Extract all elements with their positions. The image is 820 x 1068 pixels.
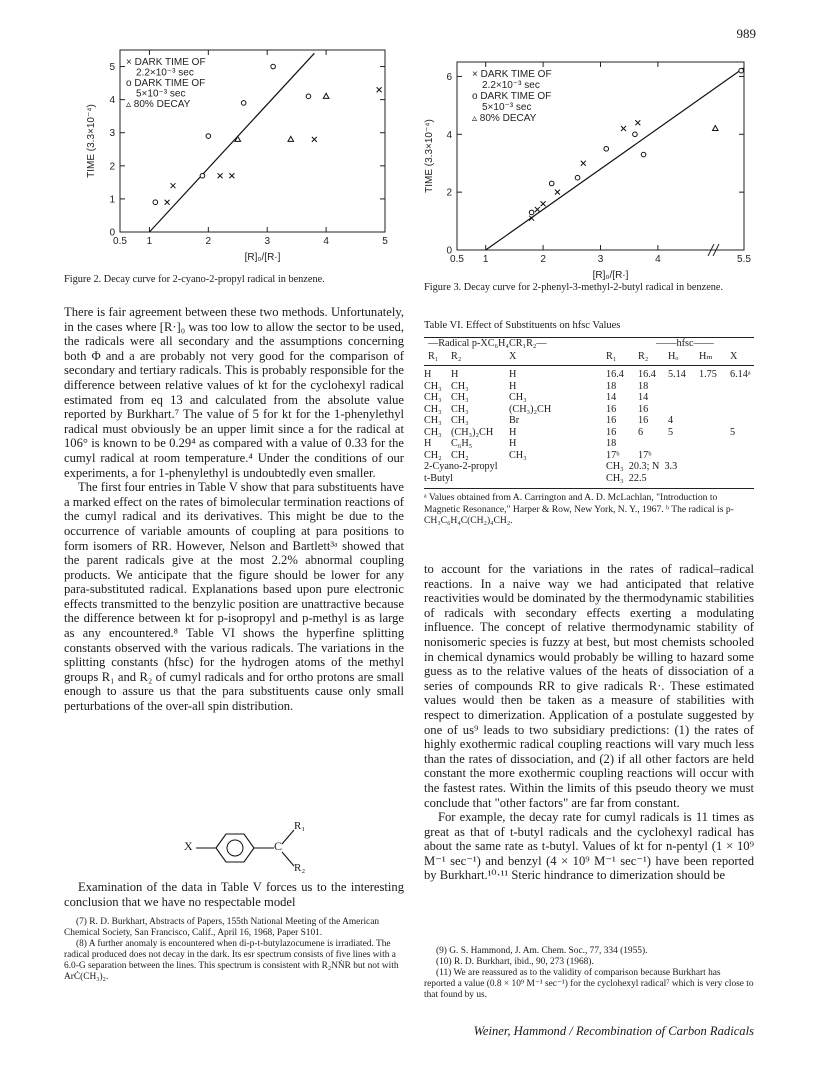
table-cell: CH₂ (451, 449, 469, 461)
table-cell (699, 427, 730, 439)
table-cell: 16.4 (606, 369, 624, 380)
table-row-tbutyl (424, 473, 754, 484)
data-point-o (739, 68, 744, 73)
table-row (424, 415, 754, 427)
group-radical: —Radical p-XC₆H₄CR₁R₂— (428, 338, 547, 349)
group-hfsc-text: hfsc (676, 338, 694, 349)
table-cell: H (424, 438, 432, 449)
table-cell (668, 438, 699, 450)
table-cell (730, 404, 754, 416)
table-cell: 17ᵇ (638, 449, 652, 461)
table-cell: CH₂ (424, 449, 442, 461)
data-point-x (171, 183, 176, 188)
row-label: 2-Cyano-2-propyl (424, 461, 498, 472)
table-cell: CH₃ (451, 415, 469, 426)
footnote-9: (9) G. S. Hammond, J. Am. Chem. Soc., 77, 334 (1955). (436, 946, 648, 956)
y-tick-label: 6 (446, 71, 452, 83)
row-label: t-Butyl (424, 473, 453, 484)
table-6-title-text: Table VI. Effect of Substituents on hfsc Values (424, 320, 621, 331)
table-cell: 18 (606, 380, 617, 392)
running-footer: Weiner, Hammond / Recombination of Carbon Radicals (473, 1024, 754, 1038)
table-header-rule (424, 365, 754, 366)
table-6-footnote: ᵃ Values obtained from A. Carrington and A. D. McLachlan, "Introduction to Magnetic Resonance," Harper & Row, New York, N. Y., 1967. ᵇ The radical is p-CH₃C₆H₄C(CH₂)₄CH₂. (424, 492, 734, 526)
data-point-x (635, 120, 640, 125)
figure-2-caption: Figure 2. Decay curve for 2-cyano-2-propyl radical in benzene. (64, 274, 325, 285)
table-cell: 16.4 (638, 369, 656, 380)
legend-entry: 2.2×10⁻³ sec (136, 67, 194, 79)
x-tick-label: 4 (323, 236, 329, 247)
legend-entry: 5×10⁻³ sec (482, 102, 532, 113)
table-cell: CH₃ (509, 449, 527, 461)
table-row (424, 427, 754, 439)
table-cell: CH₃ (424, 392, 442, 403)
table-cell (699, 450, 730, 462)
table-cell: H (451, 369, 459, 380)
y-tick-label: 2 (109, 161, 115, 173)
table-cell: (CH₃)₂CH (451, 426, 494, 438)
y-tick-label: 3 (109, 128, 115, 140)
table-cell: 16 (606, 426, 617, 438)
data-point-o (549, 181, 554, 186)
x-tick-label: 2 (205, 236, 212, 247)
table-group-headers (424, 338, 754, 350)
table-header-cell: R₂ (451, 351, 462, 362)
y-tick-label: 0 (109, 227, 115, 239)
x-tick-label: 5.5 (737, 254, 751, 265)
structure-r2-label: R₂ (294, 862, 306, 874)
data-point-o (529, 210, 534, 215)
data-point-o (200, 173, 205, 178)
row-values: CH₃ 22.5 (606, 473, 647, 484)
table-row-cyano (424, 461, 754, 472)
footnote-10: (10) R. D. Burkhart, ibid., 90, 273 (1968). (436, 957, 594, 967)
data-point-o (575, 175, 580, 180)
legend-entry: × DARK TIME OF (126, 57, 206, 68)
paragraph: to account for the variations in the rates of radical–radical reactions. In a naive way we had anticipated that relative reactivities would be dominated by the thermodynamic stabilities of radicals with secondary effects exerting a modulating influence. The concept of relative thermodynamic stability of nonisomeric species is fuzzy at best, but most chemists schooled in chemical dynamics would probably be willing to hazard some guess as to the relative values of the heats of dissociation of a series of compounds RR to give radicals R·. These estimated values would then be taken as a measure of stabilities with respect to dimerization. Application of a postulate suggested by one of us⁹ leads to two subsidiary predictions: (1) the rates of highly exothermic radical coupling reactions will vary much less than the rates of dissociation, and (2) if all other factors are held constant the more exothermic coupling reactions will occur with the fastest rates. Within the limits of this pseudo theory we must conclude that "other factors" are far from constant. (424, 562, 754, 810)
structure-c-label: C (274, 839, 283, 853)
table-row (424, 369, 754, 381)
x-tick-label: 2 (540, 254, 546, 265)
table-header-cell: X (509, 351, 517, 362)
table-cell: 5 (668, 426, 674, 438)
cumyl-structure (176, 820, 316, 880)
data-point-x (165, 200, 170, 205)
table-cell (730, 392, 754, 404)
x-tick-label: 3 (264, 236, 271, 247)
left-column-text-2 (64, 880, 404, 909)
table-header-row (424, 351, 754, 363)
group-hfsc: ——hfsc—— (656, 338, 714, 349)
table-cell (699, 404, 730, 416)
x-tick-label: 1 (146, 236, 153, 247)
row-values: CH₃ 20.3; N 3.3 (606, 461, 678, 472)
left-column-text (64, 305, 404, 714)
table-cell: 14 (638, 392, 649, 403)
structure-r1-label: R₁ (294, 820, 306, 832)
legend-entry: × DARK TIME OF (472, 69, 552, 80)
legend-entry: o DARK TIME OF (472, 91, 552, 102)
legend-entry: ▵ 80% DECAY (472, 113, 537, 124)
table-header-cell: R₂ (638, 351, 649, 362)
table-cell (668, 450, 699, 462)
x-tick-label: 0.5 (450, 254, 464, 265)
x-tick-label: 4 (655, 254, 661, 265)
data-point-x (555, 190, 560, 195)
data-point-o (633, 132, 638, 137)
left-footnotes (64, 917, 404, 983)
y-axis-label: TIME (3.3×10⁻⁴) (424, 119, 435, 193)
data-point-triangle (323, 93, 329, 98)
legend-entry: ▵ 80% DECAY (126, 99, 191, 110)
data-point-o (153, 200, 158, 205)
table-cell: 6 (638, 426, 644, 438)
x-tick-label: 5 (382, 236, 388, 247)
table-cell: 18 (638, 380, 649, 392)
table-cell (638, 438, 668, 450)
y-tick-label: 2 (446, 187, 452, 199)
table-header-cell: Hₒ (668, 351, 679, 362)
table-header-cell: Hₘ (699, 351, 713, 362)
table-bottom-rule (424, 488, 754, 489)
table-row (424, 438, 754, 450)
page-number: 989 (736, 26, 756, 41)
right-footnotes (424, 946, 754, 1001)
table-cell: CH₃ (424, 415, 442, 426)
table-cell: 16 (606, 415, 617, 426)
table-cell: 18 (606, 438, 617, 449)
data-point-x (541, 201, 546, 206)
table-cell (699, 381, 730, 393)
figure-3-caption: Figure 3. Decay curve for 2-phenyl-3-methyl-2-butyl radical in benzene. (424, 282, 724, 293)
table-cell: 4 (668, 415, 674, 426)
table-cell: 14 (606, 392, 617, 403)
footnote-8: (8) A further anomaly is encountered when di-p-t-butylazocumene is irradiated. The radical produced does not decay in the dark. Its esr spectrum consists of five lines with a 6.0-G separation between the lines. This spectrum is consistent with R₂NṄR but not with ArĊ(CH₃)₂. (64, 939, 399, 982)
y-tick-label: 0 (446, 245, 452, 257)
footnote-11: (11) We are reassured as to the validity of comparison because Burkhart has reported a value (0.8 × 10⁹ M⁻¹ sec⁻¹) for the cyclohexyl radical⁷ which is very close to that found by us. (424, 968, 754, 1000)
paragraph: For example, the decay rate for cumyl radicals is 11 times as great as that of t-butyl radicals and the cyclohexyl radical has about the same rate as t-butyl. Values of kt for n-pentyl (1 × 10⁹ M⁻¹ sec⁻¹) and benzyl (4 × 10⁹ M⁻¹ sec⁻¹) have been reported by Burkhart.¹⁰·¹¹ Steric hindrance to dimerization should be (424, 810, 754, 883)
data-point-triangle (235, 136, 241, 141)
legend-entry: o DARK TIME OF (126, 78, 206, 89)
data-point-o (641, 152, 646, 157)
paragraph: Examination of the data in Table V forces us to the interesting conclusion that we have no respectable model (64, 880, 404, 909)
table-cell (730, 381, 754, 393)
data-point-triangle (288, 136, 294, 141)
x-tick-label: 0.5 (113, 236, 127, 247)
x-axis-label: [R]₀/[R·] (244, 252, 281, 263)
table-row (424, 450, 754, 462)
figure-2-svg (80, 44, 400, 263)
paragraph: The first four entries in Table V show that para substituents have a marked effect on the rates of bimolecular termination reactions of the cumyl radical and its derivatives. This might be due to the occurrence of variable amounts of coupling at para positions to form isomers of RR. However, Nelson and Bartlett³ᵃ showed that the parent radicals give at the most 2.2% abnormal coupling products. We anticipate that the figure should be lower for any para-substituted radical. Explanations based upon pure electronic effects transmitted to the benzylic position are unattractive because the difference between kt for p-isopropyl and p-methyl is as large as any encountered.⁸ Table VI shows the hyperfine splitting constants observed with the various radicals. The variations in the splitting constants (hfsc) for the hydrogen atoms of the methyl groups R₁ and R₂ of cumyl radicals and for ortho protons are small enough to assure us that the para substituents cause only small perturbations of the over-all spin distribution. (64, 480, 404, 714)
table-cell: 5.14 (668, 369, 686, 380)
data-point-x (218, 173, 223, 178)
data-point-o (306, 94, 311, 99)
y-tick-label: 4 (109, 95, 115, 107)
data-point-x (535, 207, 540, 212)
table-6-title (424, 320, 620, 331)
table-cell: (CH₃)₂CH (509, 403, 552, 415)
table-6-body (424, 369, 754, 461)
table-cell: CH₃ (451, 403, 469, 415)
table-cell: 5 (730, 426, 736, 438)
table-cell (730, 450, 754, 462)
legend-entry: 5×10⁻³ sec (136, 88, 186, 100)
table-row (424, 381, 754, 393)
data-point-o (206, 134, 211, 139)
data-point-o (604, 146, 609, 151)
table-cell: CH₃ (424, 426, 442, 438)
table-cell (668, 392, 699, 404)
structure-x-label: X (184, 839, 193, 853)
table-cell: C₆H₅ (451, 438, 473, 449)
data-point-x (621, 126, 626, 131)
y-tick-label: 4 (446, 129, 452, 141)
table-cell: H (509, 369, 517, 380)
table-cell: CH₃ (451, 380, 469, 392)
table-cell: 17ᵇ (606, 449, 620, 461)
right-column-text (424, 562, 754, 883)
table-cell (668, 404, 699, 416)
table-cell: CH₃ (424, 380, 442, 392)
x-axis-label: [R]₀/[R·] (592, 270, 629, 281)
table-cell (730, 438, 754, 450)
table-cell: CH₃ (424, 403, 442, 415)
table-cell: 16 (606, 403, 617, 415)
figure-3-svg (412, 44, 757, 281)
table-cell: 16 (638, 403, 649, 415)
table-cell (668, 381, 699, 393)
table-cell (699, 438, 730, 450)
table-header-cell: X (730, 351, 738, 362)
table-cell (699, 392, 730, 404)
paragraph: There is fair agreement between these two methods. Unfortunately, in the cases where [R·]₀ was too low to allow the sector to be used, the radicals were all secondary and the assumptions concerning both Φ and a are probably not very good for the comparison of secondary and tertiary radicals. This is probably responsible for the difference between relative values of kt for the cyclohexyl radical estimated from eq 13 and calculated from the absolute value reported by Burkhart.⁷ The value of 5 for kt for the 1-phenylethyl radical must obviously be an upper limit since a for the radical at 106° is known to be 0.29⁴ as compared with a value of 0.33 for the cumyl radical at room temperature.⁴ Under the conditions of our experiments, a for 1-phenylethyl is undoubtedly even smaller. (64, 305, 404, 480)
figure-2-plot (80, 44, 400, 263)
data-point-x (581, 161, 586, 166)
table-cell: CH₃ (451, 392, 469, 403)
table-cell: H (509, 380, 517, 392)
x-tick-label: 3 (597, 254, 604, 265)
table-6 (424, 351, 754, 363)
data-point-triangle (713, 126, 719, 131)
table-row (424, 392, 754, 404)
table-cell: H (424, 369, 432, 380)
data-point-o (271, 64, 276, 69)
table-row (424, 404, 754, 416)
table-cell (730, 415, 754, 427)
data-point-x (377, 87, 382, 92)
table-header-cell: R₁ (428, 351, 439, 362)
table-cell: CH₃ (509, 392, 527, 403)
table-header-cell: R₁ (606, 351, 617, 362)
table-cell: 6.14ᵃ (730, 369, 751, 380)
y-tick-label: 5 (109, 62, 115, 74)
y-tick-label: 1 (109, 194, 115, 206)
data-point-o (241, 101, 246, 106)
table-cell: Br (509, 415, 520, 426)
legend-entry: 2.2×10⁻³ sec (482, 80, 540, 91)
table-cell: H (509, 426, 517, 438)
table-cell: 16 (638, 415, 649, 426)
y-axis-label: TIME (3.3×10⁻⁴) (86, 104, 97, 178)
footnote-7: (7) R. D. Burkhart, Abstracts of Papers, 155th National Meeting of the American Chemical Society, San Francisco, Calif., April 16, 1968, Paper S101. (64, 917, 380, 938)
data-point-x (229, 173, 234, 178)
figure-3-plot (412, 44, 757, 281)
table-cell: 1.75 (699, 369, 717, 380)
x-tick-label: 1 (482, 254, 489, 265)
data-point-x (312, 137, 317, 142)
table-cell (699, 415, 730, 427)
table-cell: H (509, 438, 517, 449)
